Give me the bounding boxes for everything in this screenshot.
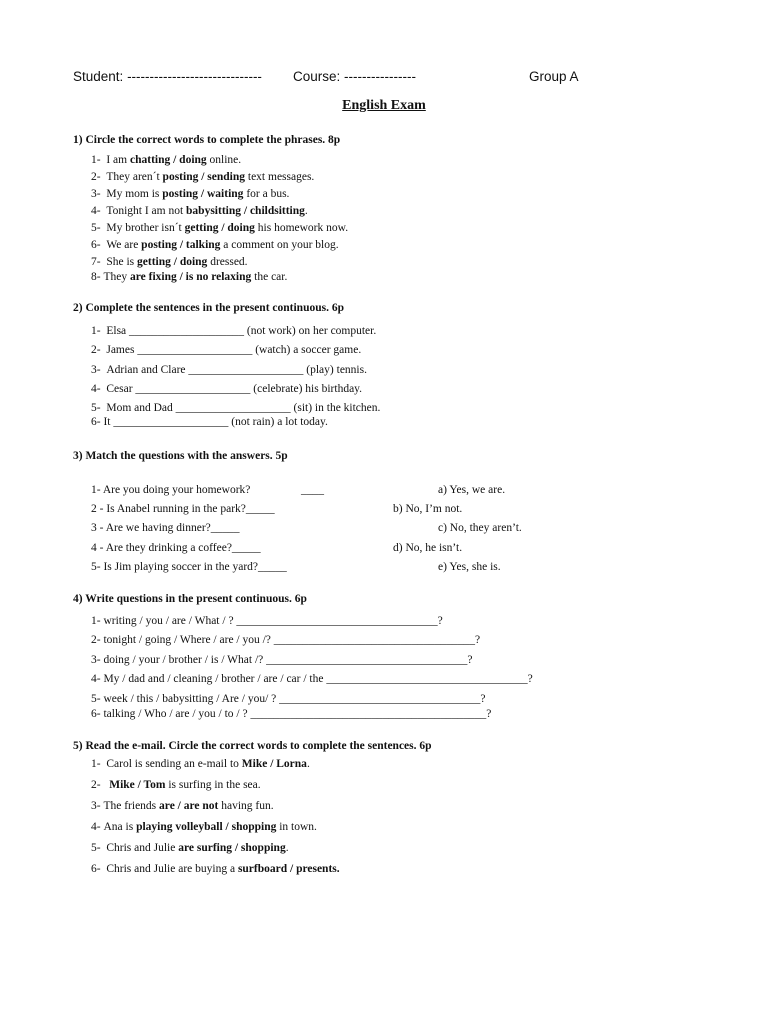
student-label: Student: — [73, 69, 124, 84]
group-label: Group A — [529, 69, 579, 84]
s3-question: 4 - Are they drinking a coffee?_____ — [91, 542, 261, 554]
s2-item: 3- Adrian and Clare ____________________ (play) tennis. — [91, 364, 367, 376]
section-5-heading: 5) Read the e-mail. Circle the correct words to complete the sentences. 6p — [73, 740, 432, 752]
course-line[interactable]: ---------------- — [344, 69, 416, 84]
s5-item: 1- Carol is sending an e-mail to Mike / Lorna. — [91, 758, 310, 770]
section-4-heading: 4) Write questions in the present continuous. 6p — [73, 593, 307, 605]
s3-question: 3 - Are we having dinner?_____ — [91, 522, 240, 534]
s2-item: 5- Mom and Dad ____________________ (sit) in the kitchen. — [91, 402, 381, 414]
s5-item: 3- The friends are / are not having fun. — [91, 800, 274, 812]
s2-item: 4- Cesar ____________________ (celebrate) his birthday. — [91, 383, 363, 395]
s5-item: 2- Mike / Tom is surfing in the sea. — [91, 779, 261, 791]
s3-answer: a) Yes, we are. — [438, 484, 506, 496]
course-field — [293, 69, 416, 84]
s5-item: 6- Chris and Julie are buying a surfboard / presents. — [91, 863, 340, 875]
s3-question: 2 - Is Anabel running in the park?_____ — [91, 503, 275, 515]
s3-answer: b) No, I’m not. — [393, 503, 463, 515]
exam-title: English Exam — [342, 98, 426, 113]
student-field — [73, 69, 262, 84]
s5-item: 5- Chris and Julie are surfing / shopping. — [91, 842, 289, 854]
course-label: Course: — [293, 69, 341, 84]
section-3-heading: 3) Match the questions with the answers. 5p — [73, 450, 288, 462]
s1-item: 5- My brother isn´t getting / doing his homework now. — [91, 222, 349, 234]
s3-question: 5- Is Jim playing soccer in the yard?_____ — [91, 561, 287, 573]
s1-item: 3- My mom is posting / waiting for a bus. — [91, 188, 290, 200]
s4-item[interactable]: 2- tonight / going / Where / are / you /? ___________________________________? — [91, 634, 481, 646]
s3-answer: c) No, they aren’t. — [438, 522, 522, 534]
s3-question: 1- Are you doing your homework? — [91, 484, 251, 496]
s3-answer-blank[interactable]: ____ — [301, 484, 324, 496]
s4-item[interactable]: 5- week / this / babysitting / Are / you/ ? ___________________________________? — [91, 693, 486, 705]
s1-item: 7- She is getting / doing dressed. — [91, 256, 248, 268]
s2-item: 6- It ____________________ (not rain) a lot today. — [91, 416, 328, 428]
s1-item: 6- We are posting / talking a comment on your blog. — [91, 239, 339, 251]
s4-item[interactable]: 1- writing / you / are / What / ? ___________________________________? — [91, 615, 443, 627]
section-2-heading: 2) Complete the sentences in the present continuous. 6p — [73, 302, 344, 314]
s4-item[interactable]: 3- doing / your / brother / is / What /? ___________________________________? — [91, 654, 473, 666]
student-line[interactable]: ------------------------------ — [127, 69, 262, 84]
s1-item: 1- I am chatting / doing online. — [91, 154, 242, 166]
s4-item[interactable]: 6- talking / Who / are / you / to / ? _________________________________________? — [91, 708, 492, 720]
s3-answer: d) No, he isn’t. — [393, 542, 463, 554]
s3-answer: e) Yes, she is. — [438, 561, 501, 573]
s1-item: 8- They are fixing / is no relaxing the car. — [91, 271, 288, 283]
s1-item: 2- They aren´t posting / sending text messages. — [91, 171, 315, 183]
s2-item: 2- James ____________________ (watch) a soccer game. — [91, 344, 362, 356]
s5-item: 4- Ana is playing volleyball / shopping in town. — [91, 821, 317, 833]
s4-item[interactable]: 4- My / dad and / cleaning / brother / are / car / the ___________________________________? — [91, 673, 533, 685]
section-1-heading: 1) Circle the correct words to complete the phrases. 8p — [73, 134, 341, 146]
s2-item: 1- Elsa ____________________ (not work) on her computer. — [91, 325, 377, 337]
s1-item: 4- Tonight I am not babysitting / childsitting. — [91, 205, 308, 217]
